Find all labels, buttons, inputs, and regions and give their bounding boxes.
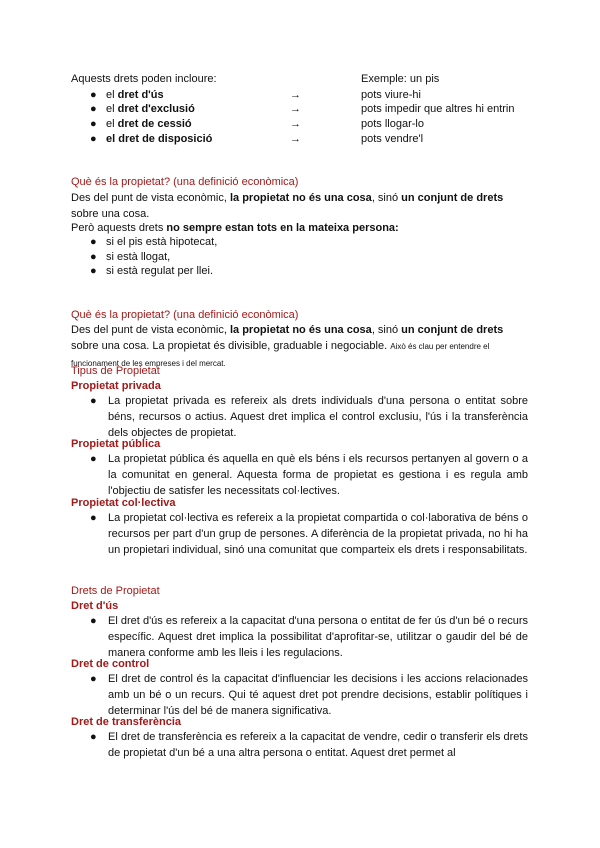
arrow-icon: → [290, 118, 301, 130]
arrow-icon: → [290, 103, 301, 115]
bullet-icon: ● [90, 453, 97, 465]
right-description: ● El dret de control és la capacitat d'influenciar les decisions i les accions relacionades amb un bé o un recurs. Qui té aquest dret pot prendre decisions, establir polítiques i determinar l'ús del bé de manera significativa. [90, 673, 528, 717]
right-description: ● El dret de transferència es refereix a la capacitat de vendre, cedir o transferir els drets de propietat d'un bé a una altra persona o entitat. Aquest dret permet al [90, 731, 528, 759]
definition-paragraph: Des del punt de vista econòmic, la propietat no és una cosa, sinó un conjunt de drets sobre una cosa. [71, 192, 504, 220]
type-description: ● La propietat pública és aquella en què els béns i els recursos pertanyen al govern o a la comunitat en general. Aquesta forma de propietat es gestiona i es regula amb l'objectiu de satisfer les necessitats col·lectives. [90, 453, 528, 497]
type-title: Propietat pública [71, 438, 161, 450]
types-heading: Tipus de Propietat [71, 365, 160, 377]
arrow-icon: → [290, 89, 301, 101]
bullet-icon: ● [90, 615, 97, 627]
bullet-icon: ● [90, 512, 97, 524]
example-text: pots impedir que altres hi entrin [361, 103, 515, 115]
type-description: ● La propietat col·lectiva es refereix a la propietat compartida o col·laborativa de béns o recursos per part d'un grup de persones. A diferència de la propietat privada, no hi ha un propietari individual, sinó una comunitat que comparteix els drets i responsabilitats. [90, 512, 528, 556]
right-title: Dret de control [71, 658, 150, 670]
bullet-icon: ● [90, 251, 97, 263]
section-heading: Què és la propietat? (una definició econòmica) [71, 309, 299, 321]
rights-list-item: ● el dret de disposició [90, 133, 213, 145]
intro-label: Aquests drets poden incloure: [71, 73, 217, 85]
rights-list-item: ● el dret de cessió [90, 118, 192, 130]
right-title: Dret de transferència [71, 716, 182, 728]
list-item: ● si està llogat, [90, 251, 171, 263]
rights-split-paragraph: Però aquests drets no sempre estan tots en la mateixa persona: [71, 222, 399, 234]
bullet-icon: ● [90, 236, 97, 248]
example-text: pots llogar-lo [361, 118, 424, 130]
bullet-icon: ● [90, 103, 97, 115]
type-description: ● La propietat privada es refereix als drets individuals d'una persona o entitat sobre béns, recursos o actius. Aquest dret implica el control exclusiu, l'ús i la transferència dels objectes de propietat. [90, 395, 528, 439]
right-title: Dret d'ús [71, 600, 119, 612]
arrow-icon: → [290, 133, 301, 145]
section-heading: Drets de Propietat [71, 585, 160, 597]
bullet-icon: ● [90, 89, 97, 101]
example-text: pots vendre'l [361, 133, 424, 145]
bullet-icon: ● [90, 395, 97, 407]
right-description: ● El dret d'ús es refereix a la capacitat d'una persona o entitat de fer ús d'un bé o recurs específic. Aquest dret implica la possibilitat d'aprofitar-se, utilitzar o gaudir del bé de manera conforme amb les lleis i les regulacions. [90, 615, 528, 659]
example-label: Exemple: un pis [361, 73, 440, 85]
rights-list-item: ● el dret d'ús [90, 89, 164, 101]
list-item: ● si està regulat per llei. [90, 265, 213, 277]
type-title: Propietat col·lectiva [71, 497, 176, 509]
list-item: ● si el pis està hipotecat, [90, 236, 218, 248]
rights-list-item: ● el dret d'exclusió [90, 103, 195, 115]
bullet-icon: ● [90, 265, 97, 277]
bullet-icon: ● [90, 133, 97, 145]
example-text: pots viure-hi [361, 89, 421, 101]
type-title: Propietat privada [71, 380, 161, 392]
definition-paragraph: Des del punt de vista econòmic, la propietat no és una cosa, sinó un conjunt de drets sobre una cosa. La propietat és divisible, graduable i negociable. Això és clau per entendre el funcionament de les empreses i del mercat. [71, 324, 504, 368]
bullet-icon: ● [90, 673, 97, 685]
bullet-icon: ● [90, 118, 97, 130]
section-heading: Què és la propietat? (una definició econòmica) [71, 176, 299, 188]
bullet-icon: ● [90, 731, 97, 743]
